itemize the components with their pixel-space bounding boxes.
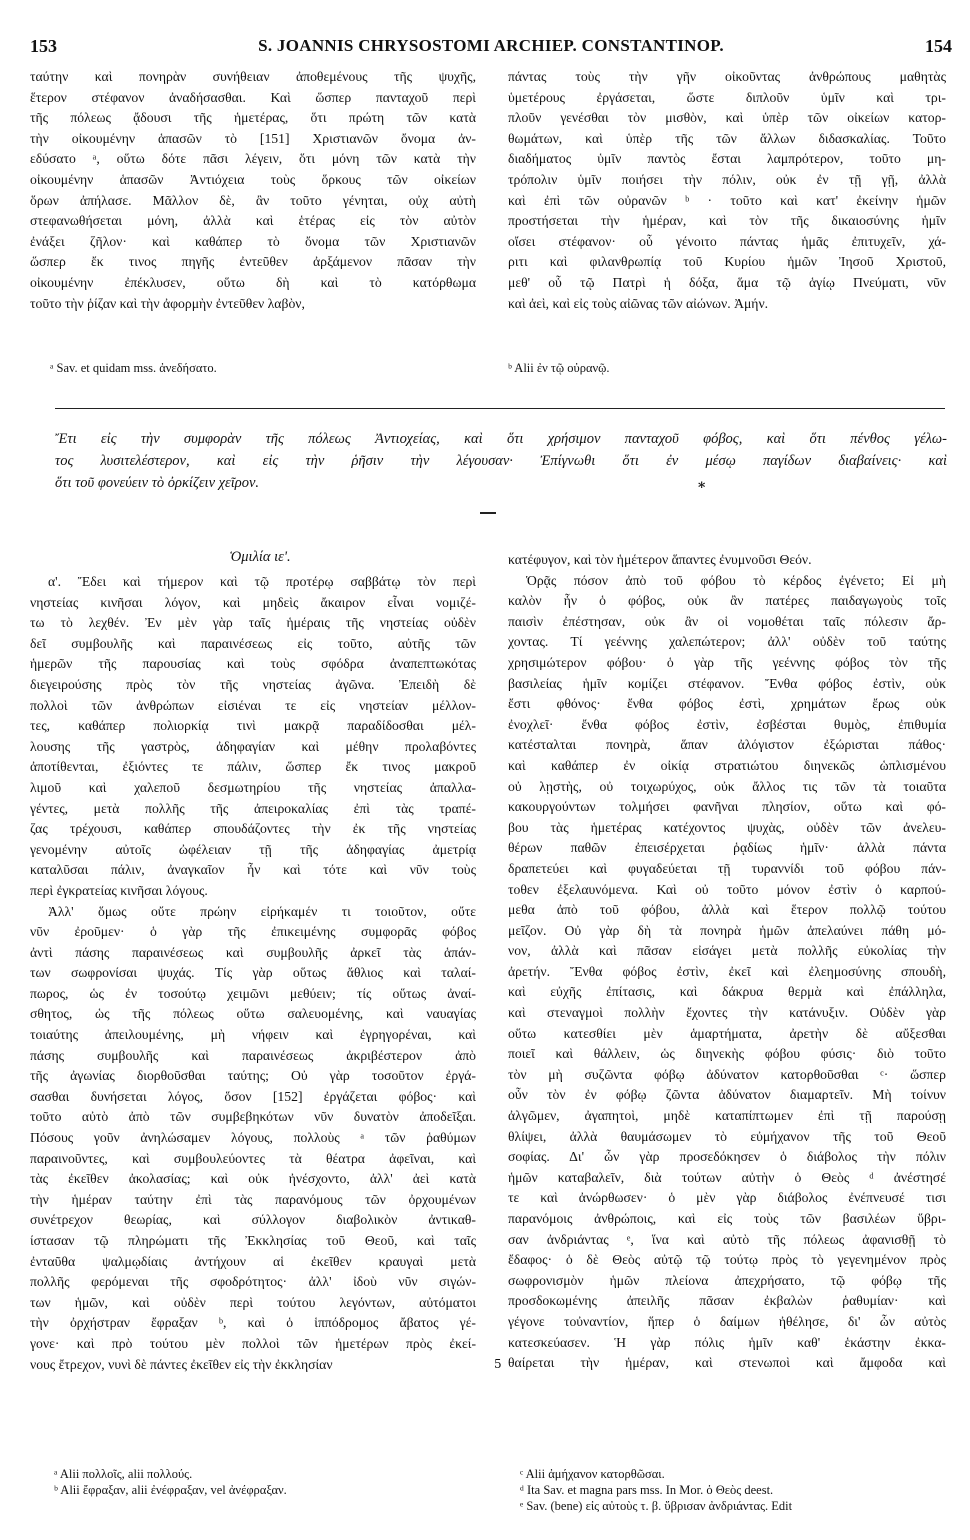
text-line: δραπετεύει καὶ φυγαδεύεται τῇ τυραννίδι τοῦ φόβου πάν- (508, 860, 946, 876)
text-line: τὴν οἰκουμένην ἁπασῶν τὸ [151] Χριστιανῶν ὄνομα ἀν- (30, 130, 476, 146)
footnote: ᵇ Alii ἔφραξαν, alii ἐνέφραξαν, vel ἀνέφραξαν. (54, 1483, 287, 1497)
body-right-column (508, 550, 946, 1374)
text-line: τρόπολιν ὑμῖν ποιήσει τὴν πόλιν, οὐκ ἐν τῇ γῇ, ἀλλὰ (508, 171, 946, 187)
text-line: τὸν μὴ συζῶντα φόβῳ ἀδύνατον κατορθοῦσθαι ᶜ· ὥσπερ (508, 1066, 946, 1082)
text-line: νῦν ἐροῦμεν· ὁ γὰρ τῆς ἐπικειμένης συμφορᾶς φόβος (30, 924, 476, 940)
text-line: σωφρονισμὸν ἡμῶν πλείονα ἀπεχρήσατο, τῷ φόβῳ τῆς (508, 1272, 946, 1288)
text-line: ποιεῖ καὶ θάλλειν, ὡς διηνεκὴς φόβου φύσις· διὸ τοῦτο (508, 1046, 946, 1062)
text-line: θαίρεται τὴν ἡμέραν, καὶ στενωποὶ καὶ ἄμφοδα καὶ (508, 1355, 946, 1371)
footnote-top-right: ᵇ Alii ἐν τῷ οὐρανῷ. (508, 361, 610, 375)
body-left-column (30, 572, 476, 1375)
text-line: γέγονε τοὐναντίον, ἥπερ ὁ δαίμων ἠθέλησε, δι' ὧν αὐτὸς (508, 1313, 946, 1329)
text-line: καλὸν ἦν ὁ φόβος, οὐκ ἂν πατέρες παιδαγωγοὺς τοῖς (508, 593, 946, 609)
footnote: ᵃ Alii πολλοῖς, alii πολλούς. (54, 1467, 193, 1481)
text-line: οὖν τὸν ἐν φόβῳ ζῶντα ἀδύνατον διαμαρτεῖν. Μὴ τοίνυν (508, 1087, 946, 1103)
text-line: προσδοκωμένης ἀπειλῆς πᾶσαν ἐκβαλὼν ῥαθυμίαν· καὶ (508, 1293, 946, 1309)
text-line: ἡμῶν καταβαλεῖν, διὰ τούτων αὐτὴν ὁ Θεὸς ᵈ ἀνέστησέ (508, 1169, 946, 1185)
text-line: γέντες, μετὰ πολλῆς τῆς ἀπειροκαλίας ἐπὶ τὰς τραπέ- (30, 800, 476, 816)
text-line: γονε· καὶ πρὸ τούτου μὲν πολλοὶ τῶν ἡμετέρων πρὸς ἐκεί- (30, 1335, 476, 1351)
text-line: βασιλείας ἡμῖν κομίζει στέφανον. Ἔνθα φόβος ἐστὶν, οὐκ (508, 675, 946, 691)
page-number-left: 153 (30, 36, 57, 56)
text-line: ἀποτίθενται, ἐξιόντες τε πάλιν, ὥσπερ ἔκ τινος μακροῦ (30, 759, 476, 775)
text-line: περὶ ἐγκρατείας κινῆσαι λόγους. (30, 882, 208, 898)
text-line: γενομένην αὐτοῖς ὠφέλειαν τῇ τῆς ἀδηφαγίας ἀμετρίᾳ (30, 841, 476, 857)
text-line: μεθα ἀπὸ τοῦ φόβου, ἀλλὰ καὶ ἕτερον πολλῷ τούτου (508, 902, 946, 918)
text-line: τες, καθάπερ πολιορκίᾳ τινὶ μακρᾷ παραδίδοσθαι μέλ- (30, 718, 476, 734)
text-line: ἕτερον στέφανον ἀναδήσασθαι. Καὶ ὥσπερ πανταχοῦ περὶ (30, 89, 476, 105)
text-line: ἐνοχλεῖ· ἔνθα φόβος ἐστὶν, ἐσβέσται θυμὸς, ἐπιθυμία (508, 716, 946, 732)
text-line: διεγειρούσης πρὸς τὸν τῆς νηστείας ἀγῶνα. Ἐπειδὴ δὲ (30, 676, 476, 692)
text-line: λουσης τῆς γαστρὸς, ἀδηφαγίαν καὶ μέθην προλαβόντες (30, 738, 476, 754)
text-line: τῆς πόλεως ᾄδουσι τῆς ἡμετέρας, ὅτι πρώτη τῶν κατὰ (30, 110, 476, 126)
text-line: Ὁρᾷς πόσον ἀπὸ τοῦ φόβου τὸ κέρδος ἐγένετο; Εἰ μὴ (526, 572, 946, 588)
text-line: τοιαύτης ἀπειλουμένης, μὴ νήφειν καὶ ἐγρηγορέναι, καὶ (30, 1027, 476, 1043)
text-line: θέρων παθῶν ἐπεισέρχεται ῥᾳδίως ἡμῖν· ἀλλὰ πάντα (508, 840, 946, 856)
text-line: σαν ἀνδριάντας ᵉ, ἵνα καὶ αὐτὸ τῆς πόλεως ἀφανισθῇ τὸ (508, 1231, 946, 1247)
margin-line-number: 5 (494, 1357, 502, 1371)
footnotes-bottom-right (520, 1466, 792, 1514)
text-line: καὶ ἐπὶ τῶν οὐρανῶν ᵇ · τοῦτο καὶ κατ' ἐκείνην ἡμῶν (508, 192, 946, 208)
footnote-top-left: ᵃ Sav. et quidam mss. ἀνεδήσατο. (50, 361, 217, 375)
text-line: τὴν ὀρχήστραν ἔφραξαν ᵇ, καὶ ὁ ἱππόδρομος ἄβατος γέ- (30, 1315, 476, 1331)
text-line: πωρος, ὡς ἐν τοσούτῳ χειμῶνι μεθύειν; τίς οὕτως ἀναί- (30, 985, 476, 1001)
top-right-column (508, 67, 946, 314)
star-mark: * (698, 480, 706, 496)
footnote: ᵉ Sav. (bene) εἰς αὐτοὺς τ. β. ὕβρισαν ἀνδριάντας. Edit (520, 1499, 793, 1513)
text-line: ἐνάξει ζῆλον· καὶ καθάπερ τὸ ὄνομα τῶν Χριστιανῶν (30, 233, 476, 249)
text-line: νηστείας κινῆσαι λόγον, καὶ μηδεὶς ἄκαιρον εἶναι νομιζέ- (30, 594, 476, 610)
text-line: σασθαι δυνήσεται λόγος, ὅσον [152] ἐργάζεται φόβος· καὶ (30, 1088, 476, 1104)
text-line: νους ἔτρεχον, νυνὶ δὲ πάντες ἐκεῖθεν εἰς τὴν ἐκκλησίαν (30, 1356, 333, 1372)
text-line: μεθ' οὗ τῷ Πατρὶ ἡ δόξα, ἅμα τῷ ἁγίῳ Πνεύματι, νῦν (508, 274, 946, 290)
text-line: κατέφυγον, καὶ τὸν ἡμέτερον ἅπαντες ἐνυμνοῦσι Θεόν. (508, 552, 812, 567)
text-line: παραινοῦντες, καὶ συμβουλεύοντες τὰ θέατρα ἀφεῖναι, καὶ (30, 1150, 476, 1166)
text-line: τὴν ἡμέραν ταύτην ἐπὶ τὰς παρανόμους τῶν ὀρχουμένων (30, 1191, 476, 1207)
text-line: α'. Ἔδει καὶ τήμερον καὶ τῷ προτέρῳ σαββάτῳ τὸν περὶ (48, 574, 476, 589)
text-line: τοῦτο αὐτὸ ἀπὸ τῶν συμβεβηκότων νῦν δυνατὸν ἀποδεῖξαι. (30, 1109, 476, 1125)
text-line: παρανόμοις ἀνθρώποις, καὶ εἰς τοὺς τῶν βασιλέων ὕβρι- (508, 1211, 946, 1226)
text-line: λιμοῦ καὶ χαλεποῦ δεσμωτηρίου τῆς νηστείας ἀπαλλα- (30, 779, 476, 795)
text-line: τω τὸ λεχθέν. Ἐν μὲν γὰρ ταῖς ἡμέραις τῆς νηστείας οὐδὲν (30, 615, 476, 631)
text-line: οἰκουμένην ἁπασῶν Ἀντιόχεια τοὺς ὅρκους τῶν οἰκείων (30, 171, 476, 187)
text-line: των σωφρονίσαι ψυχάς. Τίς γὰρ οὕτως ἄθλιος καὶ ταλαί- (30, 965, 476, 981)
text-line: σοφίας. Δι' ὧν γὰρ προσεδόκησεν ὁ διάβολος τὴν πόλιν (508, 1149, 946, 1165)
text-line: ὥσπερ ἔκ τινος πηγῆς ἐντεῦθεν ἀρξάμενον πᾶσαν τὴν (30, 254, 476, 270)
text-line: ἀλγῶμεν, ἀγαπητοὶ, μηδὲ καταπίπτωμεν ἐπὶ τῇ παρούσῃ (508, 1108, 946, 1124)
text-line: καὶ εὐχῆς ἐπίτασις, καὶ δάκρυα θερμὰ καὶ ἐπάλληλα, (508, 984, 946, 1000)
running-header (30, 36, 952, 62)
text-line: παισὶν ἐπέστησαν, οὐκ ἂν οἱ νομοθέται ταῖς πόλεσιν ἄρ- (508, 613, 946, 629)
text-line: καὶ καθάπερ ἐν οἰκίᾳ στρατιώτου διηνεκῶς ὡπλισμένου (508, 757, 946, 773)
text-line: ὑμετέρους ἐργάσεται, ὥστε διπλοῦν ὑμῖν καὶ τρι- (508, 89, 946, 105)
text-line: πολλοὶ τῶν ἀνθρώπων εἰσιέναι τε εἰς νηστείαν μέλλον- (30, 697, 476, 713)
section-divider (55, 408, 945, 409)
text-line: οἴσει στέφανον· οὗ γένοιτο πάντας ἡμᾶς ἐπιτυχεῖν, χά- (508, 233, 946, 249)
text-line: ἐνταῦθα ψαλμῳδίαις ἀντήχουν αἱ ἐκεῖθεν κραυγαὶ μετὰ (30, 1253, 476, 1269)
text-line: καὶ στεναγμοὶ πολλὴν ἔχοντες τὴν κατάνυξιν. Οὐδὲν γὰρ (508, 1005, 946, 1021)
text-line: νον, ἀλλὰ καὶ πᾶσαν εἰσάγει μετὰ πολλῆς εὐκολίας τὴν (508, 943, 946, 959)
text-line: ίστασαν τῷ πληρώματι τῆς Ἐκκλησίας τοῦ Θεοῦ, καὶ ταῖς (30, 1233, 476, 1248)
text-line: συνέτρεχον θεωρίας, καὶ σύλλογον διαβολικὸν ἀντικαθ- (30, 1212, 476, 1228)
text-line: μεῖζον. Οὐ γὰρ δὴ τὰ πονηρὰ ἡμῶν ἀπελαύνει πάθη μό- (508, 922, 946, 938)
text-line: θλίψει, ἀλλὰ θαυμάσωμεν τὸ εὐμήχανον τῆς τοῦ Θεοῦ (508, 1128, 946, 1144)
text-line: ριτι καὶ φιλανθρωπίᾳ τοῦ Κυρίου ἡμῶν Ἰησοῦ Χριστοῦ, (508, 254, 946, 270)
text-line: καὶ ἀεὶ, καὶ εἰς τοὺς αἰῶνας τῶν αἰώνων. Ἀμήν. (508, 295, 769, 311)
text-line: κακουργούντων τολμήσει φανῆναι πλησίον, οὕτω καὶ φό- (508, 799, 946, 815)
text-line: των ἡμῶν, καὶ οὐδὲν περὶ τούτου λεγόντων, αὐτόματοι (30, 1294, 476, 1310)
text-line: ἀντὶ πάσης παραινέσεως καὶ συμβουλῆς ἀρκεῖ τὰς ἁπάν- (30, 944, 476, 960)
text-line: πλοῦν γενέσθαι τὸν μισθὸν, καὶ ὑπὲρ τῶν οἰκείων κατορ- (508, 110, 946, 126)
text-line: Ἀλλ' ὅμως οὔτε πρώην εἰρήκαμέν τι τοιοῦτον, οὔτε (48, 903, 476, 919)
homily-argument (55, 428, 947, 494)
text-line: τοῦτο τὴν ῥίζαν καὶ τὴν ἀφορμὴν ἐντεῦθεν λαβὸν, (30, 295, 305, 311)
text-line: ὅτι τοῦ φονεύειν τὸ ὀρκίζειν χεῖρον. (55, 475, 260, 491)
text-line: δεῖ συμβουλῆς καὶ παραινέσεως εἰς τοῦτο, αὐτῆς τῶν (30, 635, 476, 651)
text-line: ὅρων ἀπήλασε. Μᾶλλον δὲ, ἂν τοῦτο γένηται, οὐχ αὐτὴ (30, 192, 476, 208)
footnote: ᵈ Ita Sav. et magna pars mss. In Mor. ὁ Θεὸς deest. (520, 1483, 774, 1497)
text-line: κατέσταλται πονηρὰ, ἅπαν ἀλόγιστον ἐξώρισται πάθος· (508, 737, 946, 753)
text-line: κατεσκεύασεν. Ἡ γὰρ πόλις ἡμῖν καθ' ἑκάστην ἐκκα- (508, 1334, 946, 1350)
text-line: ἡμερῶν τῆς παρουσίας καὶ τοὺς σφόδρα ἀναπεπτωκότας (30, 656, 476, 672)
text-line: τὰς ἐκεῖθεν ἀκολασίας; καὶ οὐκ ἠνέσχοντο, ἀλλ' ἀεὶ κατὰ (30, 1171, 476, 1187)
text-line: προστήσεται τὴν ἡμέραν, καὶ τὸν τῆς δικαιοσύνης ἡμῖν (508, 213, 946, 229)
text-line: τος λυσιτελέστερον, καὶ εἰς τὴν ῥῆσιν τὴν λέγουσαν· Ἐπίγνωθι ὅτι ἐν μέσῳ παγίδων διαβαίνεις· καὶ (55, 453, 947, 469)
text-line: καταλῦσαι πάλιν, ἀναγκαῖον ἦν καὶ τότε καὶ νῦν τοὺς (30, 862, 476, 878)
text-line: Πόσους γοῦν ἀνηλώσαμεν λόγους, πολλοὺς ᵃ τῶν ῥαθύμων (30, 1130, 476, 1146)
running-title: S. JOANNIS CHRYSOSTOMI ARCHIEP. CONSTANTINOP. (258, 36, 724, 55)
homily-title: Ὁμιλία ιε'. (229, 549, 291, 565)
text-line: ἔστι φθόνος· ἔνθα φόβος ἐστὶ, χρημάτων ἔρως οὐκ (508, 696, 946, 712)
text-line: οὕτω κατεσθίει μὲν ἁμαρτήματα, ἀρετὴν δὲ αὔξεσθαι (508, 1025, 946, 1041)
text-line: ἔδαφος· ὁ δὲ Θεὸς αὐτῷ τῷ τούτῳ πρὸς τὸ γεγενημένον πρὸς (508, 1252, 946, 1268)
text-line: σθητος, ὡς τῆς πόλεως οὕτω σαλευομένης, καὶ ναυαγίας (30, 1006, 476, 1022)
text-line: χοντας. Τί γεέννης χαλεπώτερον; ἀλλ' οὐδὲν τοῦ ταύτης (508, 634, 946, 650)
text-line: ταύτην καὶ πονηρὰν συνήθειαν ἀποθεμένους τῆς ψυχῆς, (30, 69, 476, 84)
text-line: Ἔτι εἰς τὴν συμφορὰν τῆς πόλεως Ἀντιοχείας, καὶ ὅτι χρήσιμον πανταχοῦ φόβος, καὶ ὅτι πένθος γέλω- (55, 431, 947, 447)
page-number-right: 154 (925, 36, 952, 56)
text-line: τῆς ἀγωνίας διορθοῦσθαι ταύτης; Οὐ γὰρ τοσοῦτον ἐργά- (30, 1068, 476, 1084)
text-line: διαδήματος ὑμῖν παντὸς ἔσται λαμπρότερον, τοῦτο μη- (508, 151, 946, 167)
text-line: βου τὰς ἡμετέρας κατέχοντος ψυχὰς, οὐδὲν τῶν ἀνελευ- (508, 819, 946, 835)
text-line: στεφανωθήσεται μόνη, ἀλλὰ καὶ ἑτέρας εἰς τὸν αὐτὸν (30, 213, 476, 229)
footnote: ᶜ Alii ἀμήχανον κατορθῶσαι. (520, 1467, 665, 1481)
text-line: τε καὶ ἀνώρθωσεν· ὁ μὲν γὰρ διάβολος ἐνέπνευσέ τισι (508, 1190, 946, 1206)
text-line: πάντας τοὺς τὴν γῆν οἰκοῦντας ἀνθρώπους μαθητὰς (508, 69, 946, 84)
text-line: εδύσατο ᵃ, οὕτω δότε πᾶσι λέγειν, ὅτι μόνη τῶν κατὰ τὴν (30, 151, 476, 167)
text-line: πολλῆς φερόμεναι τῆς σφοδρότητος· ἀλλ' ἰδοὺ νῦν σιγών- (30, 1274, 476, 1290)
text-line: τοθεν ἐξελαυνόμενα. Καὶ οὐ τοῦτο μόνον ἐστὶν ὁ καρπού- (508, 881, 946, 897)
text-line: πάσης συμβουλῆς καὶ παραινέσεως ἀκριβέστερον ἀπὸ (30, 1047, 476, 1063)
text-line: ἀρετήν. Ἔνθα φόβος ἐστὶν, ἐκεῖ καὶ ἐλεημοσύνης σπουδὴ, (508, 963, 946, 979)
top-left-column (30, 67, 476, 314)
short-dash (480, 512, 496, 514)
text-line: οὐ λῃστὴς, οὐ τοιχωρύχος, οὐκ ἄλλος τις τῶν τὰ τοιαῦτα (508, 778, 946, 794)
text-line: οἰκουμένην ἐπέκλυσεν, οὕτω δὴ καὶ τὸ κατόρθωμα (30, 274, 476, 290)
text-line: ζας τρέχουσι, καθάπερ σπουδάζοντες τὴν ἐκ τῆς νηστείας (30, 821, 476, 837)
text-line: χρησιμώτερον φόβου· ὁ γὰρ τῆς γεέννης φόβος τὸν τῆς (508, 654, 946, 670)
footnotes-bottom-left (54, 1466, 287, 1498)
text-line: θωμάτων, καὶ ὑπὲρ τῆς τῶν ἄλλων διδασκαλίας. Τοῦτο (508, 130, 946, 146)
